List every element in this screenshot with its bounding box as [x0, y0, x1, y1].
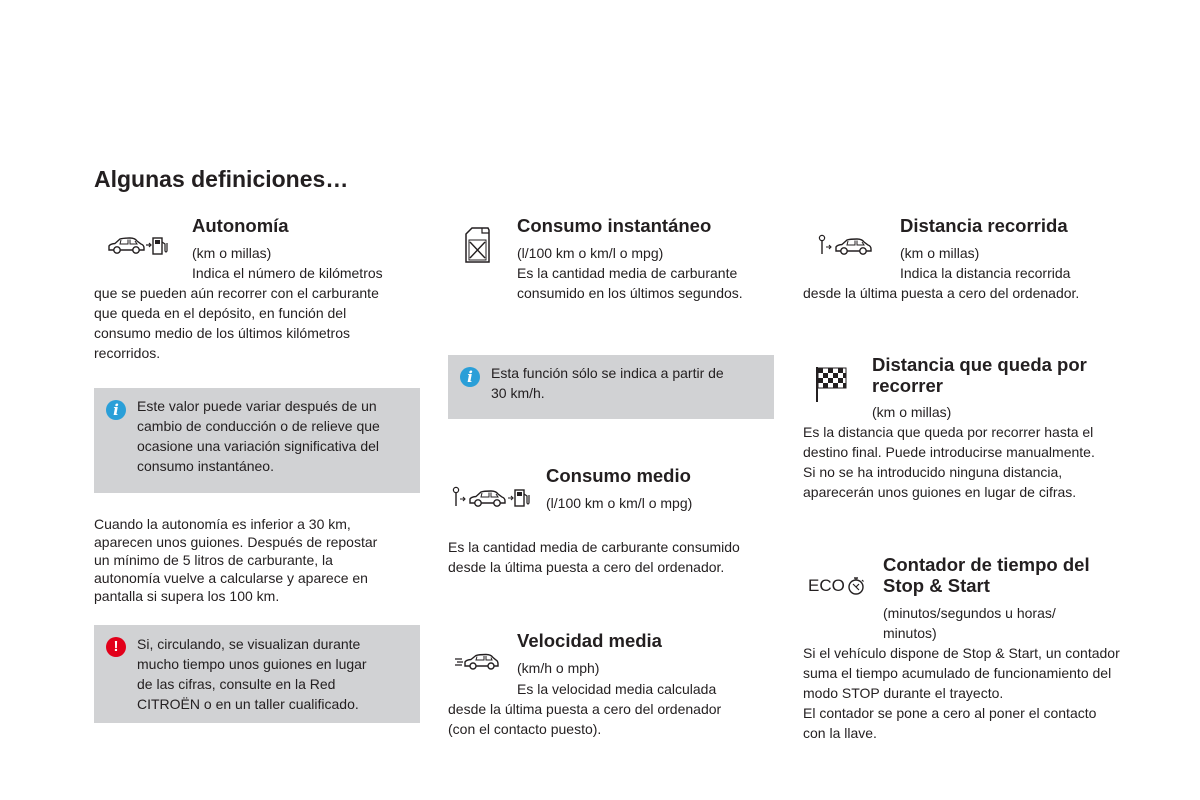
warning-icon: ! [106, 637, 126, 657]
car-fuel-pump-icon [106, 235, 170, 259]
consumo-instantaneo-title: Consumo instantáneo [517, 215, 712, 236]
stopwatch-icon [846, 576, 866, 596]
info-icon: i [106, 400, 126, 420]
distance-car-fuel-icon [452, 486, 534, 512]
consumo-medio-description: Es la cantidad media de carburante consumido desde la última puesta a cero del ordenador. [448, 539, 740, 575]
autonomia-desc-first: Indica el número de kilómetros [192, 265, 383, 281]
eco-label: ECO [808, 576, 845, 595]
distancia-queda-description: Es la distancia que queda por recorrer hasta el destino final. Puede introducirse manualmente. Si no se ha introducido ninguna distancia, aparecerán unos guiones en lugar de cifras. [803, 424, 1095, 500]
autonomia-note-text: Este valor puede variar después de un cambio de conducción o de relieve que ocasione una variación significativa del consumo instantáneo. [137, 398, 380, 474]
consumo-instantaneo-unit: (l/100 km o km/l o mpg) [517, 245, 664, 261]
consumo-instantaneo-info-note [448, 355, 774, 419]
eco-timer-icon [808, 575, 866, 597]
velocidad-media-description: desde la última puesta a cero del ordenador (con el contacto puesto). [448, 701, 722, 737]
autonomia-description: que se pueden aún recorrer con el carburante que queda en el depósito, en función del consumo medio de los últimos kilómetros recorridos. [94, 285, 379, 361]
distancia-recorrida-title: Distancia recorrida [900, 215, 1068, 236]
distance-car-icon [818, 234, 874, 258]
autonomia-warning-note [94, 625, 420, 723]
consumo-medio-title: Consumo medio [546, 465, 691, 486]
speed-car-icon [454, 651, 500, 673]
fuel-can-icon [462, 226, 494, 264]
contador-stop-start-title: Contador de tiempo del Stop & Start [883, 554, 1090, 596]
autonomia-title: Autonomía [192, 215, 289, 236]
consumo-instantaneo-note-text: Esta función sólo se indica a partir de 30 km/h. [491, 365, 724, 401]
velocidad-media-unit: (km/h o mph) [517, 660, 600, 676]
autonomia-info-note [94, 388, 420, 493]
autonomia-warning-text: Si, circulando, se visualizan durante mucho tiempo unos guiones en lugar de las cifras, consulte en la Red CITROËN o en un taller cualificado. [137, 636, 367, 712]
consumo-instantaneo-description: Es la cantidad media de carburante consumido en los últimos segundos. [517, 265, 743, 301]
consumo-medio-unit: (l/100 km o km/l o mpg) [546, 495, 693, 511]
autonomia-extra-text: Cuando la autonomía es inferior a 30 km, aparecen unos guiones. Después de repostar un mínimo de 5 litros de carburante, la autonomía vuelve a calcularse y aparece en pantalla si supera los 100 km. [94, 516, 378, 604]
page-title: Algunas definiciones… [94, 166, 349, 192]
velocidad-media-desc-first: Es la velocidad media calculada [517, 681, 717, 697]
checkered-flag-icon [814, 365, 850, 403]
info-icon: i [460, 367, 480, 387]
distancia-recorrida-unit: (km o millas) [900, 245, 980, 261]
distancia-recorrida-desc-first: Indica la distancia recorrida [900, 265, 1071, 281]
contador-stop-start-description: Si el vehículo dispone de Stop & Start, un contador suma el tiempo acumulado de funcionamiento del modo STOP durante el trayecto. El contador se pone a cero al poner el contacto con la llave. [803, 645, 1120, 741]
velocidad-media-title: Velocidad media [517, 630, 662, 651]
contador-stop-start-unit: (minutos/segundos u horas/ minutos) [883, 605, 1056, 641]
autonomia-unit: (km o millas) [192, 245, 272, 261]
distancia-queda-unit: (km o millas) [872, 404, 952, 420]
distancia-queda-title: Distancia que queda por recorrer [872, 354, 1087, 396]
distancia-recorrida-description: desde la última puesta a cero del ordenador. [803, 285, 1080, 301]
